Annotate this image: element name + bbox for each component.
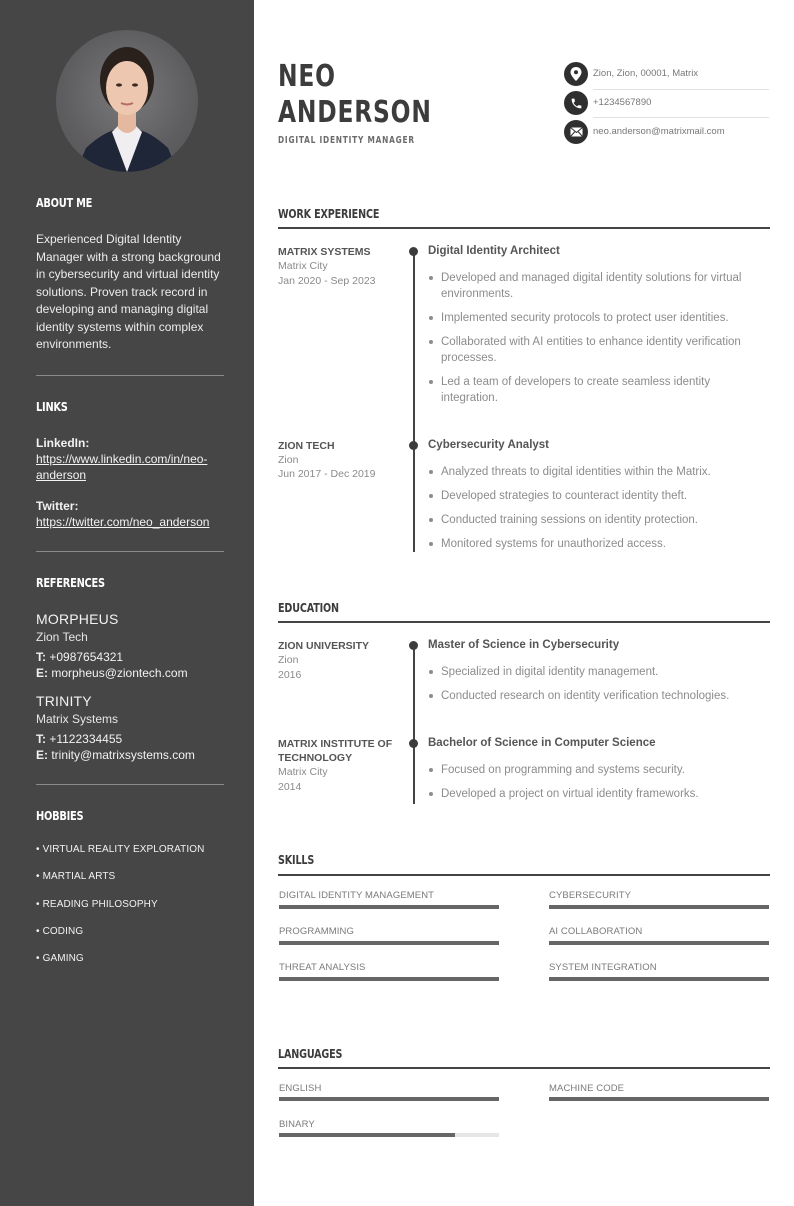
timeline-dot (409, 247, 418, 256)
phone-value: +0987654321 (49, 650, 124, 664)
language-bar-fill (549, 1097, 769, 1101)
job-bullet: Developed strategies to counteract identity theft. (441, 488, 766, 504)
skill-bar-fill (279, 941, 499, 945)
location-pin-icon (564, 62, 588, 86)
language-bar (549, 1097, 769, 1101)
address-text: Zion, Zion, 00001, Matrix (593, 68, 699, 79)
skill-label: DIGITAL IDENTITY MANAGEMENT (279, 890, 435, 901)
language-bar (279, 1097, 499, 1101)
job-bullet: Led a team of developers to create seamless identity integration. (441, 374, 766, 406)
job-bullet: Monitored systems for unauthorized access. (441, 536, 766, 552)
hobby-item: • VIRTUAL REALITY EXPLORATION (36, 844, 204, 855)
reference-phone (36, 732, 122, 746)
contact-email (564, 120, 770, 144)
profile-photo (56, 30, 198, 172)
reference-company: Zion Tech (36, 630, 88, 644)
education-bullet: Developed a project on virtual identity frameworks. (441, 786, 766, 802)
links-title: LINKS (36, 400, 68, 414)
timeline-dot (409, 739, 418, 748)
avatar (56, 30, 198, 172)
job-bullet: Collaborated with AI entities to enhance identity verification processes. (441, 334, 766, 366)
first-name: NEO (278, 59, 336, 94)
skill-bar-fill (279, 905, 499, 909)
phone-icon (564, 91, 588, 115)
company-location: Matrix City (278, 260, 328, 272)
education-bullet: Focused on programming and systems security. (441, 762, 766, 778)
language-label: ENGLISH (279, 1083, 322, 1094)
sidebar (0, 0, 254, 1206)
skill-label: CYBERSECURITY (549, 890, 632, 901)
education-title: EDUCATION (278, 601, 339, 615)
graduation-year: 2016 (278, 669, 302, 681)
timeline-line (413, 645, 415, 804)
languages-title: LANGUAGES (278, 1047, 343, 1061)
twitter-label: Twitter: (36, 499, 79, 513)
skill-bar-fill (549, 977, 769, 981)
divider (593, 117, 769, 118)
envelope-icon (564, 120, 588, 144)
skill-label: THREAT ANALYSIS (279, 962, 366, 973)
email-text: neo.anderson@matrixmail.com (593, 126, 725, 137)
last-name: ANDERSON (278, 95, 432, 130)
reference-phone (36, 650, 123, 664)
company-name: ZION TECH (278, 440, 335, 452)
contact-phone (564, 91, 770, 115)
hobby-item: • READING PHILOSOPHY (36, 899, 158, 910)
school-location: Zion (278, 654, 299, 666)
work-experience-title: WORK EXPERIENCE (278, 207, 380, 221)
hobby-item: • CODING (36, 926, 83, 937)
email-label: E: (36, 748, 48, 762)
about-text: Experienced Digital Identity Manager with a strong background in cybersecurity and virtual identity solutions. Proven track record in developing and managing digital identity systems within complex environments. (36, 232, 221, 351)
degree-name: Master of Science in Cybersecurity (428, 639, 620, 651)
job-role: Digital Identity Architect (428, 245, 560, 257)
language-bar (279, 1133, 499, 1137)
divider (593, 89, 769, 90)
twitter-link[interactable]: https://twitter.com/neo_anderson (36, 515, 210, 529)
skill-label: SYSTEM INTEGRATION (549, 962, 657, 973)
language-label: BINARY (279, 1119, 315, 1130)
job-bullet: Analyzed threats to digital identities within the Matrix. (441, 464, 766, 480)
section-rule (278, 874, 770, 876)
education-bullet: Conducted research on identity verification technologies. (441, 688, 766, 704)
reference-name: TRINITY (36, 693, 92, 709)
school-name: MATRIX INSTITUTE OF TECHNOLOGY (278, 738, 393, 764)
skill-bar (279, 977, 499, 981)
email-value: trinity@matrixsystems.com (51, 748, 195, 762)
about-title: ABOUT ME (36, 196, 93, 210)
degree-name: Bachelor of Science in Computer Science (428, 737, 656, 749)
phone-label: T: (36, 732, 46, 746)
education-bullet: Specialized in digital identity management. (441, 664, 766, 680)
skill-bar (279, 941, 499, 945)
skill-bar (549, 941, 769, 945)
section-rule (278, 227, 770, 229)
language-label: MACHINE CODE (549, 1083, 625, 1094)
language-bar-fill (279, 1097, 499, 1101)
skill-bar (549, 977, 769, 981)
graduation-year: 2014 (278, 781, 302, 793)
phone-value: +1122334455 (49, 732, 123, 746)
references-title: REFERENCES (36, 576, 105, 590)
skill-bar-fill (549, 941, 769, 945)
job-dates: Jun 2017 - Dec 2019 (278, 468, 376, 480)
skill-bar (279, 905, 499, 909)
reference-email (36, 666, 188, 680)
skill-bar-fill (549, 905, 769, 909)
timeline-dot (409, 441, 418, 450)
reference-name: MORPHEUS (36, 611, 119, 627)
reference-company: Matrix Systems (36, 712, 119, 726)
hobby-item: • GAMING (36, 953, 84, 964)
company-name: MATRIX SYSTEMS (278, 246, 371, 258)
linkedin-label: LinkedIn: (36, 436, 90, 450)
hobby-item: • MARTIAL ARTS (36, 871, 115, 882)
section-rule (278, 1067, 770, 1069)
phone-label: T: (36, 650, 46, 664)
divider (36, 551, 224, 552)
reference-email (36, 748, 195, 762)
school-location: Matrix City (278, 766, 328, 778)
skill-bar-fill (279, 977, 499, 981)
job-dates: Jan 2020 - Sep 2023 (278, 275, 376, 287)
company-location: Zion (278, 454, 299, 466)
phone-text: +1234567890 (593, 97, 652, 108)
skill-bar (549, 905, 769, 909)
section-rule (278, 621, 770, 623)
language-bar-fill (279, 1133, 455, 1137)
timeline-dot (409, 641, 418, 650)
skill-label: PROGRAMMING (279, 926, 354, 937)
job-bullet: Developed and managed digital identity solutions for virtual environments. (441, 270, 766, 302)
hobbies-title: HOBBIES (36, 809, 84, 823)
job-title: DIGITAL IDENTITY MANAGER (278, 135, 415, 146)
skill-label: AI COLLABORATION (549, 926, 643, 937)
divider (36, 784, 224, 785)
skills-title: SKILLS (278, 853, 315, 867)
job-bullet: Conducted training sessions on identity protection. (441, 512, 766, 528)
divider (36, 375, 224, 376)
linkedin-link[interactable]: https://www.linkedin.com/in/neo-anderson (36, 452, 208, 482)
contact-address (564, 62, 770, 86)
job-bullet: Implemented security protocols to protect user identities. (441, 310, 766, 326)
email-value: morpheus@ziontech.com (51, 666, 188, 680)
school-name: ZION UNIVERSITY (278, 640, 370, 652)
job-role: Cybersecurity Analyst (428, 439, 550, 451)
email-label: E: (36, 666, 48, 680)
timeline-line (413, 251, 415, 552)
